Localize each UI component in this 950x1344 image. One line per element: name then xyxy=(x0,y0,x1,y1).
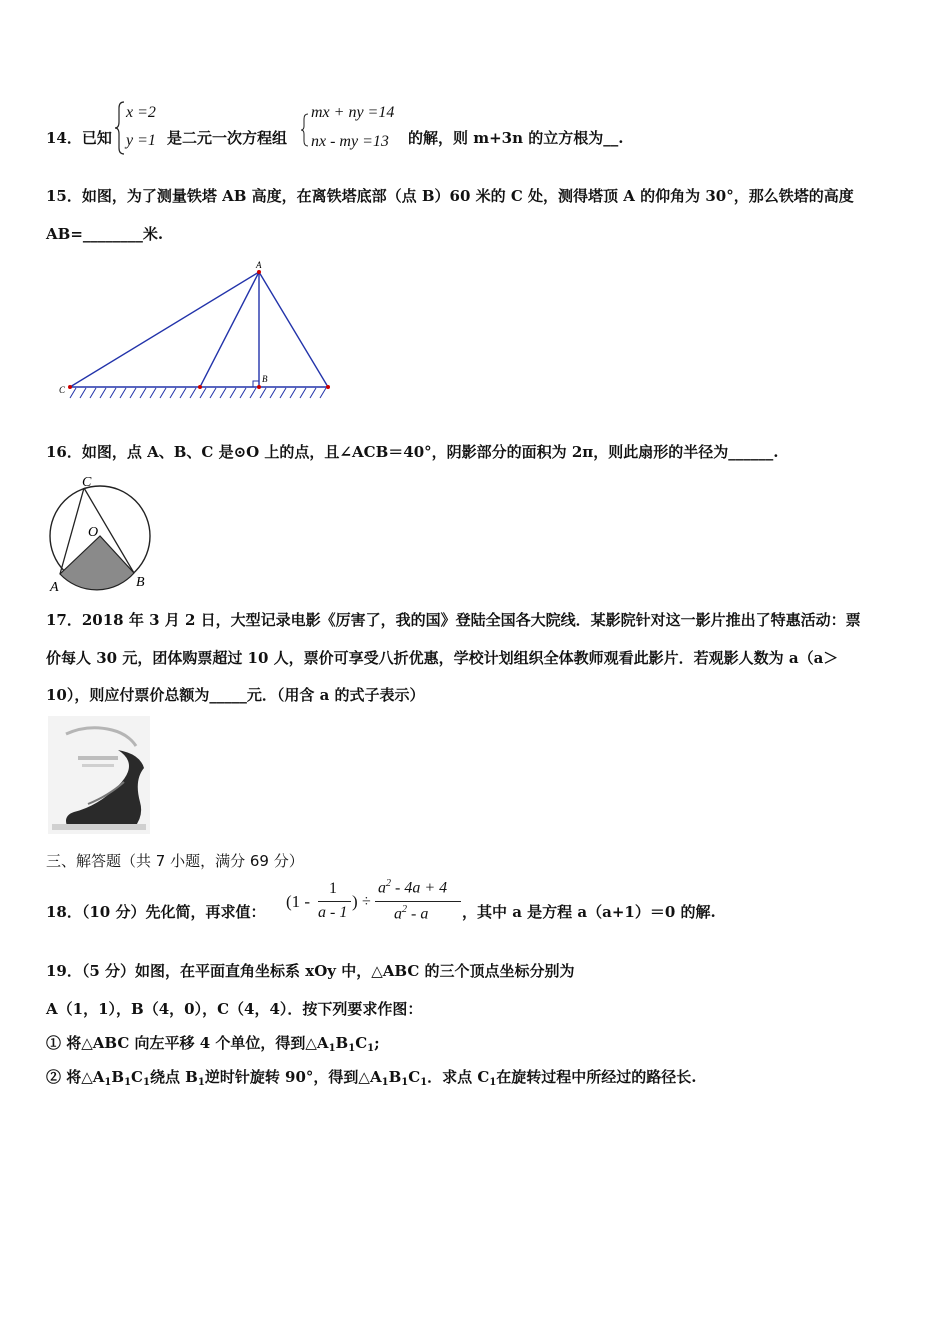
q18-suffix: ，其中 a 是方程 a（a+1）＝0 的解. xyxy=(462,903,716,921)
fraction-bar-2 xyxy=(375,901,461,902)
label-a: A xyxy=(50,580,59,595)
q14-eq2: nx - my =13 xyxy=(311,133,389,150)
q14-sol-y: y =1 xyxy=(126,132,156,149)
q14-sol-x: x =2 xyxy=(126,104,156,121)
q18-close: ) xyxy=(352,892,358,911)
q19-line1: 19．（5 分）如图，在平面直角坐标系 xOy 中，△ABC 的三个顶点坐标分别为 xyxy=(46,962,575,980)
ground-hatch xyxy=(70,388,326,398)
q19-line2: A（1，1），B（4，0），C（4，4）．按下列要求作图： xyxy=(46,1000,423,1018)
q18-f1-den: a - 1 xyxy=(318,904,348,921)
q14-line xyxy=(46,128,112,148)
q14-mid: 是二元一次方程组 xyxy=(167,129,288,147)
label-o: O xyxy=(88,525,99,540)
q14-tail: 的解，则 m+3n 的立方根为__. xyxy=(408,129,624,147)
q14-number: 14． xyxy=(46,129,82,147)
q18-f1-num: 1 xyxy=(329,880,337,897)
q17-line1: 17．2018 年 3 月 2 日，大型记录电影《厉害了，我的国》登陆全国各大院线．某影院针对这一影片推出了特惠活动：票 xyxy=(46,611,861,629)
label-c: C xyxy=(82,475,92,490)
section-title: 三、解答题（共 7 小题，满分 69 分） xyxy=(46,852,304,870)
fraction-bar-1 xyxy=(318,901,351,902)
label-c: C xyxy=(59,385,66,395)
q19-item1: ① 将△ABC 向左平移 4 个单位，得到$\triangle A_1B_1C_1$; xyxy=(46,1034,380,1054)
q17-line2: 价每人 30 元，团体购票超过 10 人，票价可享受八折优惠，学校计划组织全体教师观看此影片．若观影人数为 a（a＞ xyxy=(46,649,839,667)
q16-line1: 16．如图，点 A、B、C 是⊙O 上的点，且∠ACB＝40°，阴影部分的面积为 2π，则此扇形的半径为______. xyxy=(46,443,779,461)
poster-art xyxy=(48,716,150,834)
small-brace-icon xyxy=(300,112,310,148)
q18-div: ÷ xyxy=(362,893,371,910)
q14-intro: 已知 xyxy=(81,129,112,147)
movie-poster-image xyxy=(48,716,150,834)
q18-open: (1 - xyxy=(286,892,311,911)
q14-eq1: mx + ny =14 xyxy=(311,104,395,121)
tower-figure xyxy=(56,258,336,404)
q18-prefix: 18．（10 分）先化简，再求值： xyxy=(46,903,266,921)
label-b: B xyxy=(136,575,145,590)
q18-f2-num: $a^2 - 4a + 4$ xyxy=(378,878,448,897)
q15-line1: 15．如图，为了测量铁塔 AB 高度，在离铁塔底部（点 B）60 米的 C 处，测得塔顶 A 的仰角为 30°，那么铁塔的高度 xyxy=(46,187,854,205)
left-brace-icon xyxy=(114,100,126,156)
q17-line3: 10），则应付票价总额为_____元．（用含 a 的式子表示） xyxy=(46,686,425,704)
label-a: A xyxy=(256,260,262,270)
label-b: B xyxy=(262,374,268,384)
circle-figure xyxy=(46,474,156,596)
q19-item2: ② 将$\triangle A_1B_1C_1$绕点 $B_1$逆时针旋转 90°，得到$\triangle A_1B_1C_1$．求点 $C_1$在旋转过程中所经过的路径长. xyxy=(46,1068,697,1088)
q15-line2: AB=________米. xyxy=(46,225,164,243)
q18-f2-den: $a^2$ - a xyxy=(394,904,429,923)
